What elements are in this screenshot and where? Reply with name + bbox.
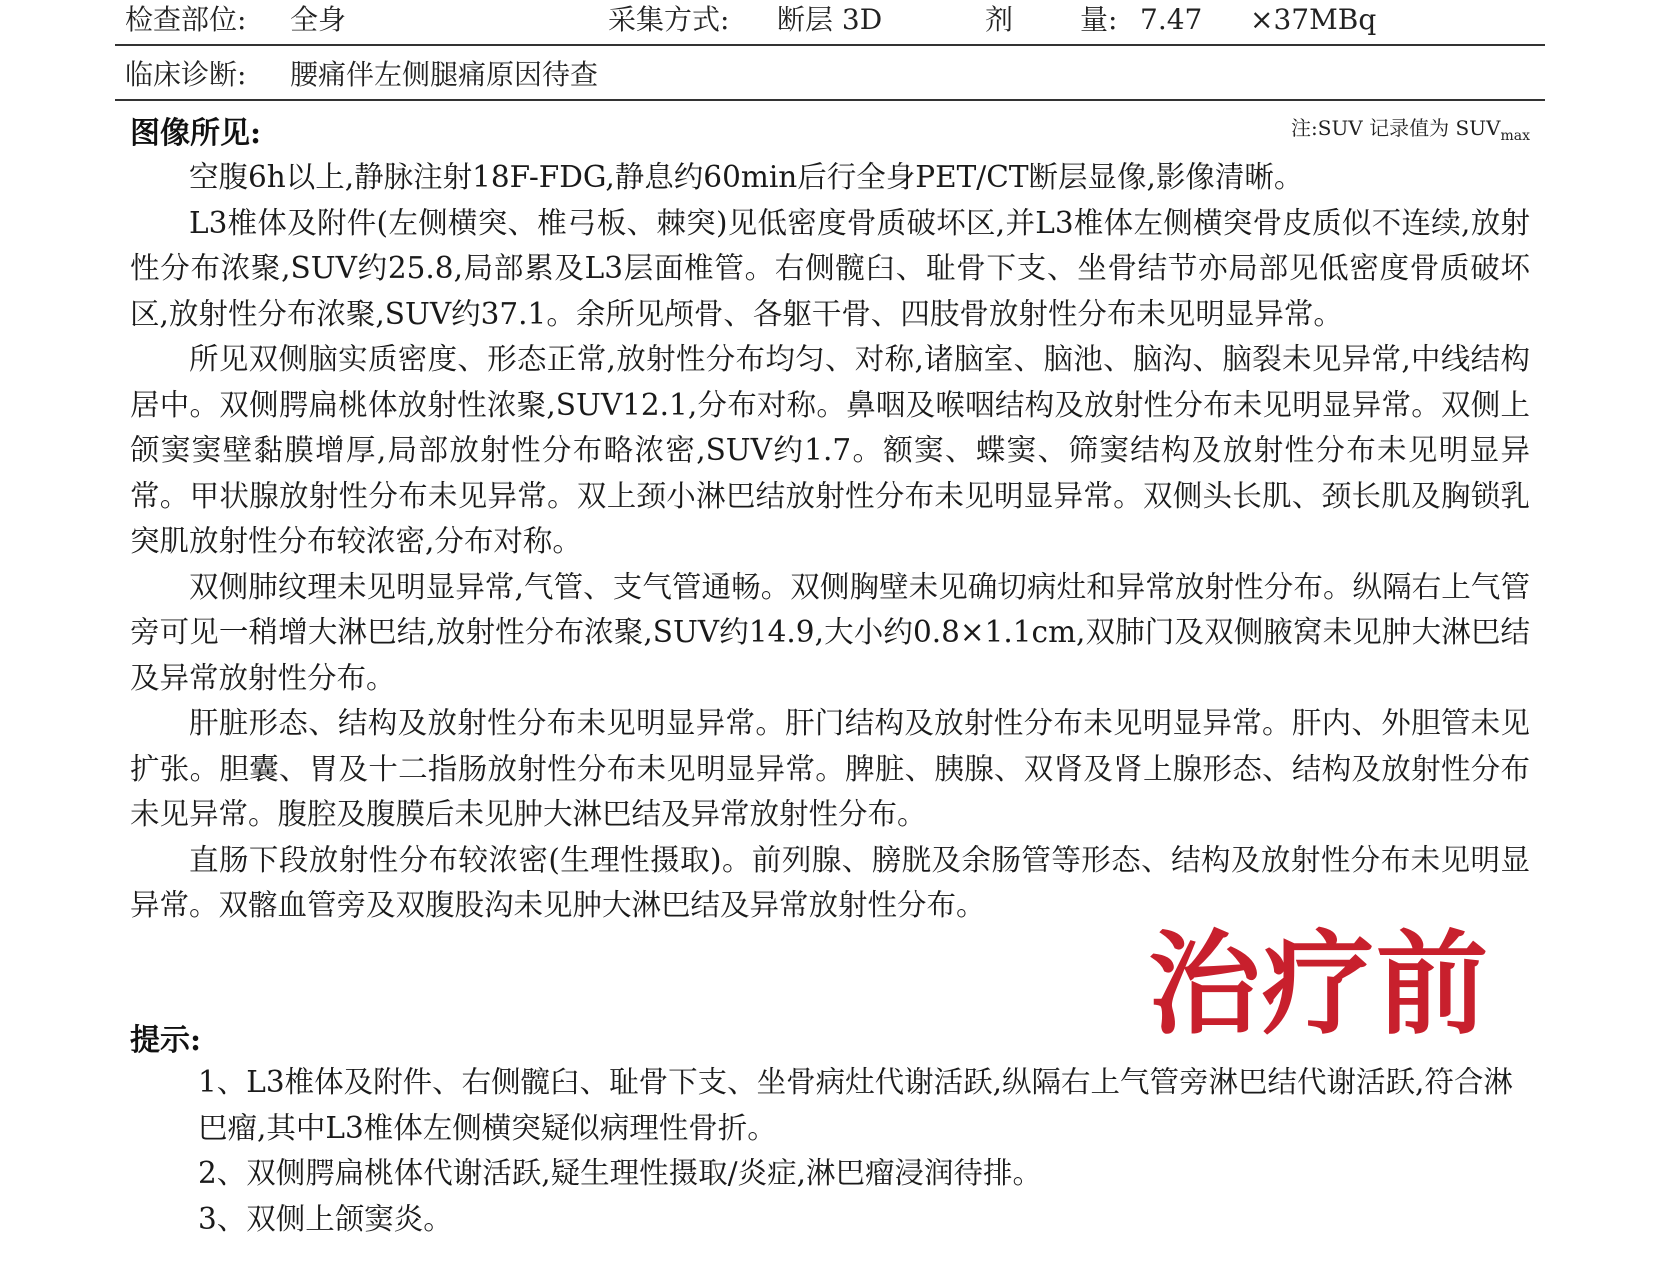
exam-site-label: 检查部位: (125, 3, 247, 36)
hints-list (198, 1060, 1528, 1242)
method-label: 采集方式: (608, 3, 730, 36)
findings-title: 图像所见: (130, 116, 262, 151)
findings-paragraph: 直肠下段放射性分布较浓密(生理性摄取)。前列腺、膀胱及余肠管等形态、结构及放射性分布未见明显异常。双髂血管旁及双腹股沟未见肿大淋巴结及异常放射性分布。 (130, 842, 1530, 922)
findings-paragraph: 空腹6h以上,静脉注射18F-FDG,静息约60min后行全身PET/CT断层显像,影像清晰。 (189, 160, 1304, 194)
hint-item: 3、双侧上颌窦炎。 (198, 1201, 453, 1236)
findings-paragraph: 肝脏形态、结构及放射性分布未见明显异常。肝门结构及放射性分布未见明显异常。肝内、外胆管未见扩张。胆囊、胃及十二指肠放射性分布未见明显异常。脾脏、胰腺、双肾及肾上腺形态、结构及放射性分布未见异常。腹腔及腹膜后未见肿大淋巴结及异常放射性分布。 (130, 706, 1530, 831)
dose-label-1: 剂 (985, 3, 1014, 36)
findings-paragraph: 双侧肺纹理未见明显异常,气管、支气管通畅。双侧胸壁未见确切病灶和异常放射性分布。纵隔右上气管旁可见一稍增大淋巴结,放射性分布浓聚,SUV约14.9,大小约0.8×1.1cm,双肺门及双侧腋窝未见肿大淋巴结及异常放射性分布。 (130, 569, 1530, 695)
findings-paragraph: L3椎体及附件(左侧横突、椎弓板、棘突)见低密度骨质破坏区,并L3椎体左侧横突骨皮质似不连续,放射性分布浓聚,SUV约25.8,局部累及L3层面椎管。右侧髋臼、耻骨下支、坐骨结节亦局部见低密度骨质破坏区,放射性分布浓聚,SUV约37.1。余所见颅骨、各躯干骨、四肢骨放射性分布未见明显异常。 (130, 205, 1530, 331)
findings-paragraph: 所见双侧脑实质密度、形态正常,放射性分布均匀、对称,诸脑室、脑池、脑沟、脑裂未见异常,中线结构居中。双侧腭扁桃体放射性浓聚,SUV12.1,分布对称。鼻咽及喉咽结构及放射性分布未见明显异常。双侧上颌窦窦壁黏膜增厚,局部放射性分布略浓密,SUV约1.7。额窦、蝶窦、筛窦结构及放射性分布未见明显异常。甲状腺放射性分布未见异常。双上颈小淋巴结放射性分布未见明显异常。双侧头长肌、颈长肌及胸锁乳突肌放射性分布较浓密,分布对称。 (130, 342, 1530, 558)
diagnosis-value: 腰痛伴左侧腿痛原因待查 (290, 58, 599, 91)
header-divider-2 (115, 99, 1545, 101)
hint-item: 1、L3椎体及附件、右侧髋臼、耻骨下支、坐骨病灶代谢活跃,纵隔右上气管旁淋巴结代谢活跃,符合淋巴瘤,其中L3椎体左侧横突疑似病理性骨折。 (198, 1065, 1513, 1145)
suv-note (1291, 112, 1530, 144)
suv-note-text: 注:SUV 记录值为 SUV (1291, 116, 1501, 140)
dose-label-2: 量: (1080, 3, 1118, 36)
findings-body (130, 155, 1530, 929)
method-value: 断层 3D (777, 3, 883, 36)
exam-site-value: 全身 (290, 3, 347, 36)
dose-value: 7.47 (1140, 3, 1203, 36)
hint-item: 2、双侧腭扁桃体代谢活跃,疑生理性摄取/炎症,淋巴瘤浸润待排。 (198, 1156, 1042, 1190)
header-row-diagnosis (115, 52, 1545, 98)
suv-note-sub: max (1500, 128, 1530, 144)
header-row-exam (115, 0, 1545, 44)
dose-unit: ×37MBq (1250, 3, 1377, 36)
pre-treatment-stamp: 治疗前 (1148, 920, 1490, 1050)
header-divider-1 (115, 44, 1545, 46)
diagnosis-label: 临床诊断: (125, 58, 247, 91)
hints-title: 提示: (130, 1023, 202, 1058)
